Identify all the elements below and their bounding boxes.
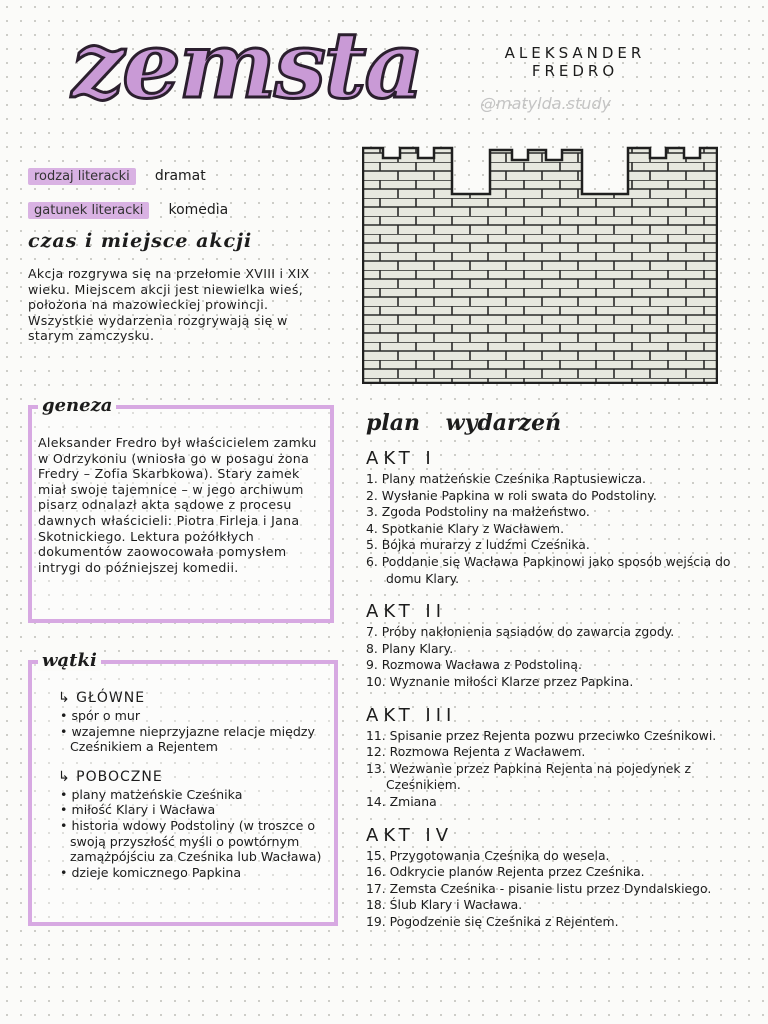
geneza-box <box>28 395 334 623</box>
act-label: AKT III <box>366 704 457 726</box>
plan-item: 12. Rozmowa Rejenta z Wacławem. <box>366 744 586 760</box>
act-label: AKT II <box>366 601 447 623</box>
thread-item: • wzajemne nieprzyjazne relacje między Cześnikiem a Rejentem <box>60 723 315 755</box>
page-title: zemsta <box>72 11 423 119</box>
gatunek-row <box>28 199 228 218</box>
castle-tower-icon <box>362 144 718 384</box>
act-label: AKT IV <box>366 824 454 846</box>
thread-item: • spór o mur <box>60 708 141 723</box>
author-last-name: FREDRO <box>531 62 619 80</box>
plan-item: 4. Spotkanie Klary z Wacławem. <box>366 520 565 536</box>
glowne-label: ↳ GŁÓWNE <box>58 690 146 706</box>
plan-item: 17. Zemsta Cześnika - pisanie listu przez Dyndalskiego. <box>366 880 712 896</box>
thread-item: • historia wdowy Podstoliny (w troszce o swoją przyszłość myśli o powtórnym zamążpójściu za Cześnika lub Wacława) <box>60 817 322 865</box>
plan-item: 18. Ślub Klary i Wacława. <box>366 897 523 913</box>
plan-item: 14. Zmiana <box>366 793 437 809</box>
czas-text: Akcja rozgrywa się na przełomie XVIII i XIX wieku. Miejscem akcji jest niewielka wieś, położona na mazowieckiej prowincji. Wszystkie wydarzenia rozgrywają się w starym zamczysku. <box>28 266 310 344</box>
plan-item: 8. Plany Klary. <box>366 640 454 656</box>
plan-item: 19. Pogodzenie się Cześnika z Rejentem. <box>366 913 619 929</box>
watki-box <box>28 650 338 926</box>
author-first-name: ALEKSANDER <box>504 44 646 62</box>
author-name <box>470 44 680 80</box>
gatunek-value: komedia <box>168 202 229 218</box>
plan-item: 5. Bójka murarzy z ludźmi Cześnika. <box>366 537 590 553</box>
plan-item: 3. Zgoda Podstoliny na małżeństwo. <box>366 504 590 520</box>
thread-item: • plany matżeńskie Cześnika <box>60 786 243 802</box>
rodzaj-row <box>28 165 206 184</box>
czas-heading: czas i miejsce akcji <box>28 230 253 252</box>
thread-item: • dzieje komicznego Papkina <box>60 864 242 880</box>
geneza-heading: geneza <box>38 395 116 416</box>
plan-item: 9. Rozmowa Wacława z Podstoliną. <box>366 657 582 673</box>
plan-item: 10. Wyznanie miłości Klarze przez Papkina. <box>366 673 634 689</box>
act-label: AKT I <box>366 448 436 469</box>
plan-item: 16. Odkrycie planów Rejenta przez Cześnika. <box>366 864 645 880</box>
plan-item: 15. Przygotowania Cześnika do wesela. <box>366 847 610 863</box>
plan-item: 11. Spisanie przez Rejenta pozwu przeciwko Cześnikowi. <box>366 727 717 743</box>
watki-content <box>32 664 334 880</box>
plan-list <box>366 440 758 930</box>
plan-item: 1. Plany matżeńskie Cześnika Raptusiewicza. <box>366 471 646 486</box>
plan-item: 2. Wysłanie Papkina w roli swata do Podstoliny. <box>366 487 657 503</box>
plan-item: 7. Próby nakłonienia sąsiadów do zawarcia zgody. <box>366 624 675 640</box>
rodzaj-value: dramat <box>154 168 206 184</box>
plan-item: 6. Poddanie się Wacława Papkinowi jako sposób wejścia do domu Klary. <box>366 553 731 586</box>
author-handle: @matylda.study <box>480 94 611 113</box>
plan-item: 13. Wezwanie przez Papkina Rejenta na pojedynek z Cześnikiem. <box>366 760 691 793</box>
geneza-text: Aleksander Fredro był właścicielem zamku w Odrzykoniu (wniosła go w posagu żona Fredry – Zofia Skarbkowa). Stary zamek miał swoje tajemnice – w jego archiwum pisarz odnalazł akta sądowe z procesu dawnych właścicieli: Piotra Firleja i Jana Skotnickiego. Lektura pożółkłych dokumentów zaowocowała pomysłem intrygi do późniejszej komedii. <box>38 435 317 575</box>
watki-heading: wątki <box>38 650 101 671</box>
thread-item: • miłość Klary i Wacława <box>60 802 216 818</box>
plan-heading: plan wydarzeń <box>366 410 562 436</box>
poboczne-label: ↳ POBOCZNE <box>58 768 163 785</box>
rodzaj-label: rodzaj literacki <box>28 168 136 185</box>
gatunek-label: gatunek literacki <box>28 202 149 219</box>
